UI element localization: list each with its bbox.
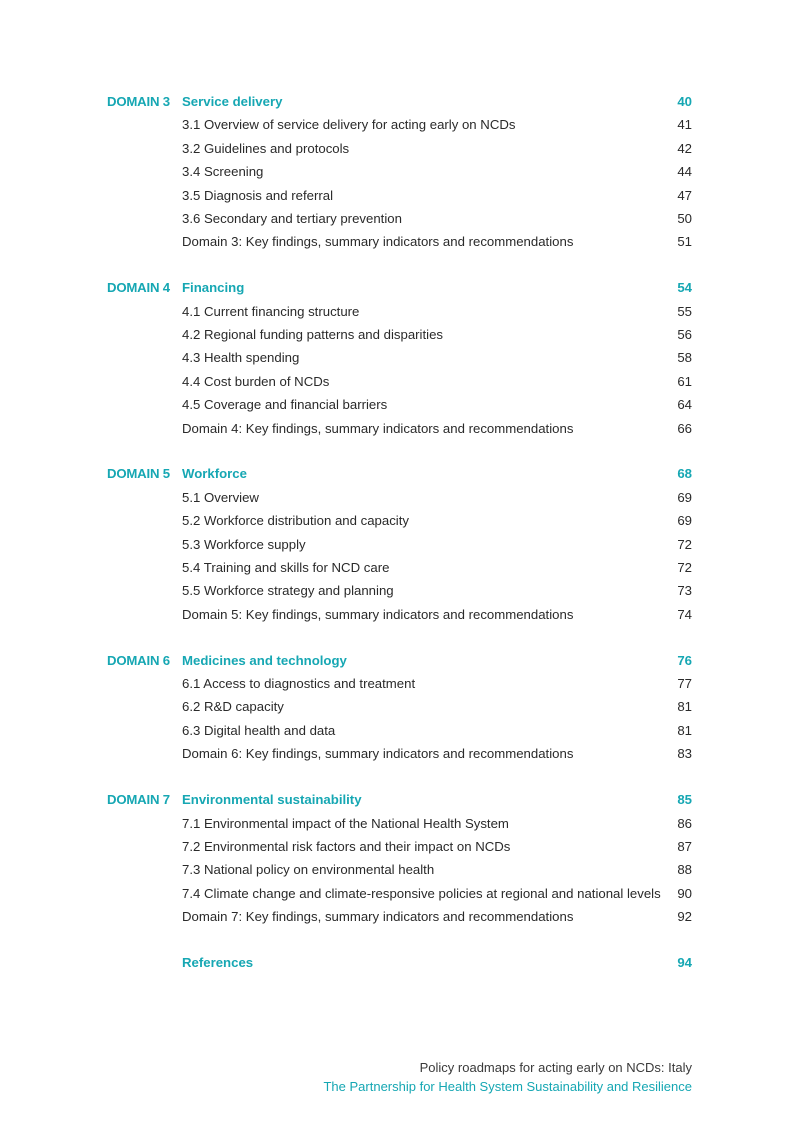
toc-entry[interactable] bbox=[0, 370, 800, 393]
section-title: Environmental sustainability bbox=[182, 792, 362, 808]
footer-organization: The Partnership for Health System Sustainability and Resilience bbox=[323, 1079, 692, 1094]
entry-page-number: 81 bbox=[677, 699, 692, 715]
entry-page-number: 92 bbox=[677, 909, 692, 925]
entry-page-number: 55 bbox=[677, 303, 692, 319]
section-page-number: 68 bbox=[677, 466, 692, 482]
toc-entry[interactable] bbox=[0, 113, 800, 136]
entry-title: Domain 6: Key findings, summary indicators and recommendations bbox=[182, 746, 574, 762]
toc-section bbox=[0, 951, 800, 974]
entry-page-number: 88 bbox=[677, 862, 692, 878]
section-page-number: 85 bbox=[677, 792, 692, 808]
toc-section-heading[interactable] bbox=[0, 276, 800, 299]
toc-entry[interactable] bbox=[0, 417, 800, 440]
toc-section bbox=[0, 276, 800, 440]
toc-entry[interactable] bbox=[0, 742, 800, 765]
toc-entry[interactable] bbox=[0, 346, 800, 369]
toc-entry[interactable] bbox=[0, 858, 800, 881]
domain-label: DOMAIN 4 bbox=[107, 280, 170, 296]
toc-entry[interactable] bbox=[0, 323, 800, 346]
entry-title: 3.2 Guidelines and protocols bbox=[182, 140, 350, 156]
toc-entry[interactable] bbox=[0, 300, 800, 323]
section-page-number: 40 bbox=[677, 94, 692, 109]
toc-entry[interactable] bbox=[0, 812, 800, 835]
toc-section bbox=[0, 788, 800, 928]
domain-label: DOMAIN 5 bbox=[107, 466, 170, 482]
toc-entry[interactable] bbox=[0, 230, 800, 253]
entry-page-number: 81 bbox=[677, 722, 692, 738]
toc-entry[interactable] bbox=[0, 533, 800, 556]
section-page-number: 54 bbox=[677, 280, 692, 296]
entry-page-number: 44 bbox=[677, 164, 692, 180]
entry-page-number: 51 bbox=[677, 234, 692, 250]
table-of-contents bbox=[0, 90, 800, 997]
entry-page-number: 69 bbox=[677, 489, 692, 505]
entry-title: 3.5 Diagnosis and referral bbox=[182, 187, 334, 203]
entry-title: Domain 5: Key findings, summary indicators and recommendations bbox=[182, 606, 574, 622]
toc-section bbox=[0, 90, 800, 254]
entry-title: 4.4 Cost burden of NCDs bbox=[182, 373, 330, 389]
section-title: Workforce bbox=[182, 466, 247, 482]
entry-title: 6.2 R&D capacity bbox=[182, 699, 284, 715]
toc-entry[interactable] bbox=[0, 603, 800, 626]
entry-title: 4.1 Current financing structure bbox=[182, 303, 360, 319]
toc-section-heading[interactable] bbox=[0, 788, 800, 811]
toc-entry[interactable] bbox=[0, 393, 800, 416]
domain-label: DOMAIN 7 bbox=[107, 792, 170, 808]
entry-title: 3.6 Secondary and tertiary prevention bbox=[182, 210, 402, 226]
toc-entry[interactable] bbox=[0, 905, 800, 928]
toc-entry[interactable] bbox=[0, 184, 800, 207]
entry-page-number: 73 bbox=[677, 583, 692, 599]
entry-title: 4.3 Health spending bbox=[182, 350, 300, 366]
entry-page-number: 42 bbox=[677, 140, 692, 156]
entry-page-number: 74 bbox=[677, 606, 692, 622]
toc-entry[interactable] bbox=[0, 695, 800, 718]
entry-page-number: 90 bbox=[677, 885, 692, 901]
toc-entry[interactable] bbox=[0, 207, 800, 230]
toc-entry[interactable] bbox=[0, 579, 800, 602]
toc-entry[interactable] bbox=[0, 835, 800, 858]
domain-label: DOMAIN 6 bbox=[107, 652, 170, 668]
entry-title: 5.1 Overview bbox=[182, 489, 259, 505]
entry-title: 3.4 Screening bbox=[182, 164, 264, 180]
section-title: Financing bbox=[182, 280, 245, 296]
entry-title: Domain 4: Key findings, summary indicators and recommendations bbox=[182, 420, 574, 436]
toc-entry[interactable] bbox=[0, 719, 800, 742]
entry-title: 5.2 Workforce distribution and capacity bbox=[182, 513, 409, 529]
entry-title: 5.4 Training and skills for NCD care bbox=[182, 560, 390, 576]
entry-page-number: 56 bbox=[677, 327, 692, 343]
entry-page-number: 77 bbox=[677, 676, 692, 692]
entry-title: 6.3 Digital health and data bbox=[182, 722, 336, 738]
toc-section bbox=[0, 462, 800, 626]
toc-entry[interactable] bbox=[0, 509, 800, 532]
page-footer bbox=[323, 1058, 692, 1096]
entry-page-number: 61 bbox=[677, 373, 692, 389]
toc-entry[interactable] bbox=[0, 486, 800, 509]
entry-title: 7.2 Environmental risk factors and their impact on NCDs bbox=[182, 838, 511, 854]
entry-title: 7.4 Climate change and climate-responsive policies at regional and national levels bbox=[182, 885, 661, 901]
entry-title: 5.3 Workforce supply bbox=[182, 536, 306, 552]
toc-section bbox=[0, 649, 800, 766]
section-title: References bbox=[182, 955, 254, 970]
footer-document-title: Policy roadmaps for acting early on NCDs: Italy bbox=[419, 1060, 692, 1075]
entry-title: 7.1 Environmental impact of the National Health System bbox=[182, 815, 509, 831]
toc-entry[interactable] bbox=[0, 556, 800, 579]
toc-entry[interactable] bbox=[0, 137, 800, 160]
toc-section-heading[interactable] bbox=[0, 462, 800, 485]
toc-entry[interactable] bbox=[0, 672, 800, 695]
entry-page-number: 47 bbox=[677, 187, 692, 203]
entry-page-number: 41 bbox=[677, 117, 692, 133]
entry-title: 4.5 Coverage and financial barriers bbox=[182, 397, 388, 413]
entry-title: 6.1 Access to diagnostics and treatment bbox=[182, 676, 416, 692]
section-title: Medicines and technology bbox=[182, 652, 347, 668]
entry-page-number: 72 bbox=[677, 536, 692, 552]
entry-page-number: 86 bbox=[677, 815, 692, 831]
section-page-number: 76 bbox=[677, 652, 692, 668]
section-page-number: 94 bbox=[677, 955, 692, 970]
entry-page-number: 50 bbox=[677, 210, 692, 226]
domain-label: DOMAIN 3 bbox=[107, 94, 170, 109]
toc-section-heading[interactable] bbox=[0, 90, 800, 113]
entry-page-number: 69 bbox=[677, 513, 692, 529]
entry-page-number: 64 bbox=[677, 397, 692, 413]
entry-page-number: 66 bbox=[677, 420, 692, 436]
entry-title: 7.3 National policy on environmental health bbox=[182, 862, 435, 878]
entry-page-number: 72 bbox=[677, 560, 692, 576]
toc-entry[interactable] bbox=[0, 882, 800, 905]
entry-title: 4.2 Regional funding patterns and disparities bbox=[182, 327, 443, 343]
entry-title: Domain 3: Key findings, summary indicators and recommendations bbox=[182, 234, 574, 250]
entry-title: Domain 7: Key findings, summary indicators and recommendations bbox=[182, 909, 574, 925]
section-title: Service delivery bbox=[182, 94, 283, 109]
toc-entry[interactable] bbox=[0, 160, 800, 183]
entry-title: 3.1 Overview of service delivery for acting early on NCDs bbox=[182, 117, 516, 133]
entry-title: 5.5 Workforce strategy and planning bbox=[182, 583, 394, 599]
entry-page-number: 83 bbox=[677, 746, 692, 762]
entry-page-number: 58 bbox=[677, 350, 692, 366]
toc-section-heading[interactable] bbox=[0, 649, 800, 672]
toc-section-heading[interactable] bbox=[0, 951, 800, 974]
entry-page-number: 87 bbox=[677, 838, 692, 854]
